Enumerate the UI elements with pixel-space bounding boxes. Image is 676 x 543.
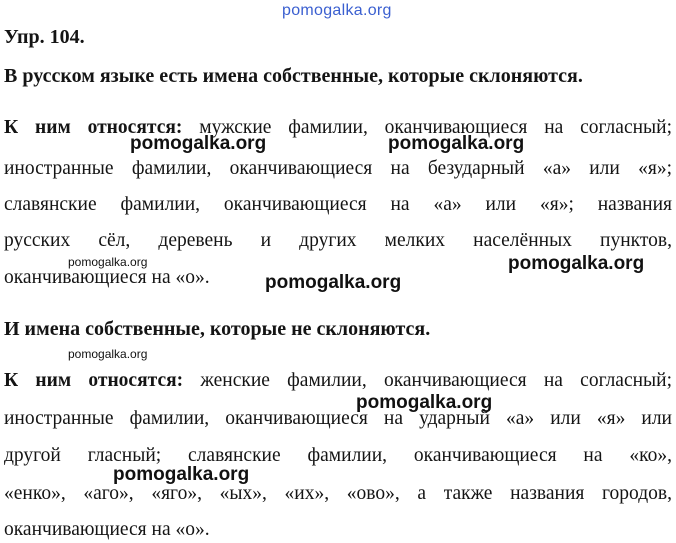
watermark: pomogalka.org bbox=[113, 464, 250, 485]
watermark: pomogalka.org bbox=[68, 347, 148, 361]
section2-line-1-text: женские фамилии, оканчивающиеся на согласный; bbox=[183, 370, 673, 391]
watermark: pomogalka.org bbox=[130, 133, 267, 154]
watermark: pomogalka.org bbox=[265, 272, 402, 293]
watermark: pomogalka.org bbox=[508, 253, 645, 274]
section1-line-5: оканчивающиеся на «о». bbox=[4, 267, 210, 288]
section1-line-1-text: мужские фамилии, оканчивающиеся на согласный; bbox=[182, 117, 672, 138]
section1-line-1 bbox=[4, 116, 672, 140]
section1-line-4: русских сёл, деревень и других мелких населённых пунктов, bbox=[4, 230, 672, 251]
section2-line-3: другой гласный; славянские фамилии, оканчивающиеся на «ко», bbox=[4, 445, 672, 466]
section1-line-2: иностранные фамилии, оканчивающиеся на безударный «а» или «я»; bbox=[4, 158, 672, 179]
exercise-title: Упр. 104. bbox=[4, 26, 85, 48]
section2-line-4: «енко», «аго», «яго», «ых», «их», «ово», а также названия городов, bbox=[4, 483, 672, 504]
section1-heading: В русском языке есть имена собственные, которые склоняются. bbox=[4, 65, 583, 87]
section1-lead: К ним относятся: bbox=[4, 117, 183, 138]
watermark: pomogalka.org bbox=[388, 133, 525, 154]
section1-line-3: славянские фамилии, оканчивающиеся на «а» или «я»; названия bbox=[4, 194, 672, 215]
section2-line-1 bbox=[4, 369, 672, 393]
watermark: pomogalka.org bbox=[356, 392, 493, 413]
watermark: pomogalka.org bbox=[68, 255, 148, 269]
section2-line-2: иностранные фамилии, оканчивающиеся на ударный «а» или «я» или bbox=[4, 408, 672, 429]
section2-lead: К ним относятся: bbox=[4, 370, 184, 391]
section2-line-5: оканчивающиеся на «о». bbox=[4, 519, 210, 540]
section2-heading: И имена собственные, которые не склоняются. bbox=[4, 318, 431, 340]
watermark-top: pomogalka.org bbox=[282, 2, 392, 19]
